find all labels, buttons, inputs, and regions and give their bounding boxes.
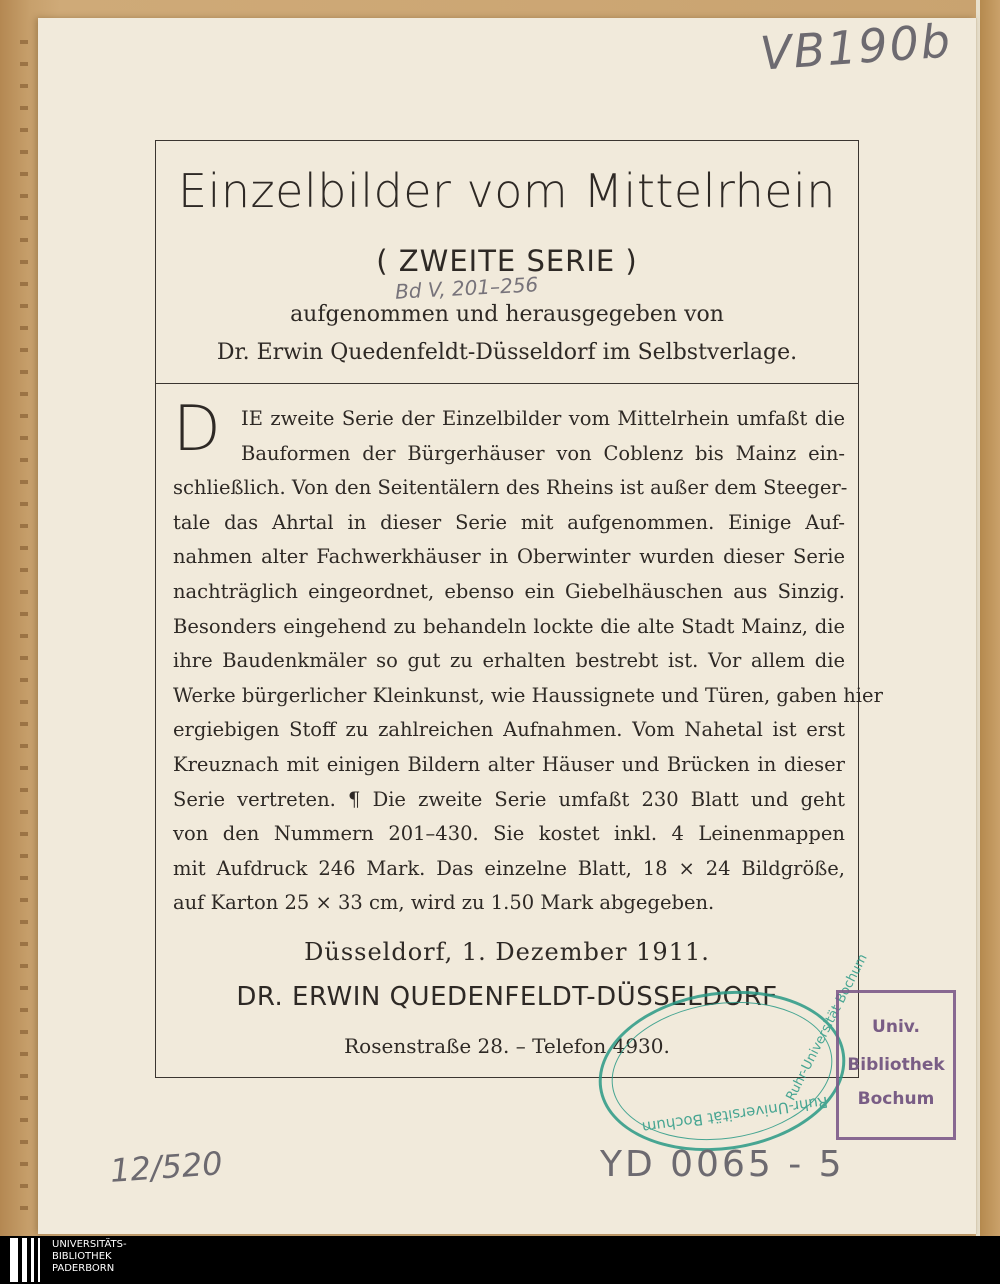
- body-line: IE zweite Serie der Einzelbilder vom Mittelrhein umfaßt die: [241, 407, 845, 430]
- subtitle-line-1: aufgenommen und herausgegeben von: [290, 302, 724, 327]
- subtitle-line-2: Dr. Erwin Quedenfeldt-Düsseldorf im Selbstverlage.: [216, 340, 798, 365]
- body-line: Besonders eingehend zu behandeln lockte die alte Stadt Mainz, die: [173, 614, 845, 638]
- stamp-box-line-2: Bibliothek: [847, 1055, 945, 1075]
- stamp-box-line-1: Univ.: [872, 1017, 920, 1037]
- body-line: Kreuznach mit einigen Bildern alter Häuser und Brücken in dieser: [173, 752, 845, 776]
- band-note-annotation: Bd V, 201–256: [394, 272, 539, 304]
- footer-bar: [0, 1236, 1000, 1284]
- body-line: Bauformen der Bürgerhäuser von Coblenz bis Mainz ein-: [241, 441, 845, 465]
- series-heading: ( ZWEITE SERIE ): [376, 244, 638, 278]
- footer-library-name: [52, 1239, 127, 1275]
- place-date: Düsseldorf, 1. Dezember 1911.: [304, 938, 710, 966]
- footer-line-1: UNIVERSITÄTS-: [52, 1239, 127, 1250]
- body-line: ergiebigen Stoff zu zahlreichen Aufnahmen. Vom Nahetal ist erst: [173, 718, 845, 742]
- stamp-box-line-3: Bochum: [857, 1089, 935, 1109]
- body-line: nachträglich eingeordnet, ebenso ein Giebelhäuschen aus Sinzig.: [173, 579, 845, 603]
- cover-edge: [976, 0, 1000, 1236]
- shelf-mark-right: YD 0065 - 5: [600, 1144, 845, 1185]
- frame-divider: [155, 383, 859, 384]
- footer-line-2: BIBLIOTHEK: [52, 1251, 112, 1262]
- library-logo-icon: [10, 1238, 46, 1282]
- shelf-mark-left: 12/520: [108, 1144, 224, 1190]
- body-line: auf Karton 25 × 33 cm, wird zu 1.50 Mark abgegeben.: [173, 891, 715, 915]
- body-line: nahmen alter Fachwerkhäuser in Oberwinter wurden dieser Serie: [173, 545, 845, 569]
- body-line: mit Aufdruck 246 Mark. Das einzelne Blatt, 18 × 24 Bildgröße,: [173, 856, 845, 880]
- stamp-text-bottom: Ruhr-Universität Bochum: [640, 1092, 829, 1137]
- footer-line-3: PADERBORN: [52, 1263, 115, 1274]
- body-line: ihre Baudenkmäler so gut zu erhalten bestrebt ist. Vor allem die: [173, 649, 845, 673]
- body-text: [173, 402, 883, 921]
- publisher-address: Rosenstraße 28. – Telefon 4930.: [344, 1034, 670, 1058]
- body-line: von den Nummern 201–430. Sie kostet inkl. 4 Leinenmappen: [173, 822, 845, 846]
- stamp-text-top: Ruhr-Universität Bochum: [783, 951, 871, 1104]
- publisher-name: DR. ERWIN QUEDENFELDT-DÜSSELDORF: [236, 982, 778, 1012]
- drop-cap: D: [173, 392, 221, 465]
- body-line: tale das Ahrtal in dieser Serie mit aufgenommen. Einige Auf-: [173, 510, 845, 534]
- call-number-annotation: VB190b: [758, 13, 954, 81]
- binding-stitches: [20, 40, 28, 1220]
- library-stamp-box: [836, 990, 956, 1140]
- body-line: Werke bürgerlicher Kleinkunst, wie Haussignete und Türen, gaben hier: [173, 683, 883, 707]
- body-line: Serie vertreten. ¶ Die zweite Serie umfaßt 230 Blatt und geht: [173, 787, 845, 811]
- body-line: schließlich. Von den Seitentälern des Rheins ist außer dem Steeger-: [173, 476, 848, 500]
- document-title: Einzelbilder vom Mittelrhein: [178, 164, 836, 218]
